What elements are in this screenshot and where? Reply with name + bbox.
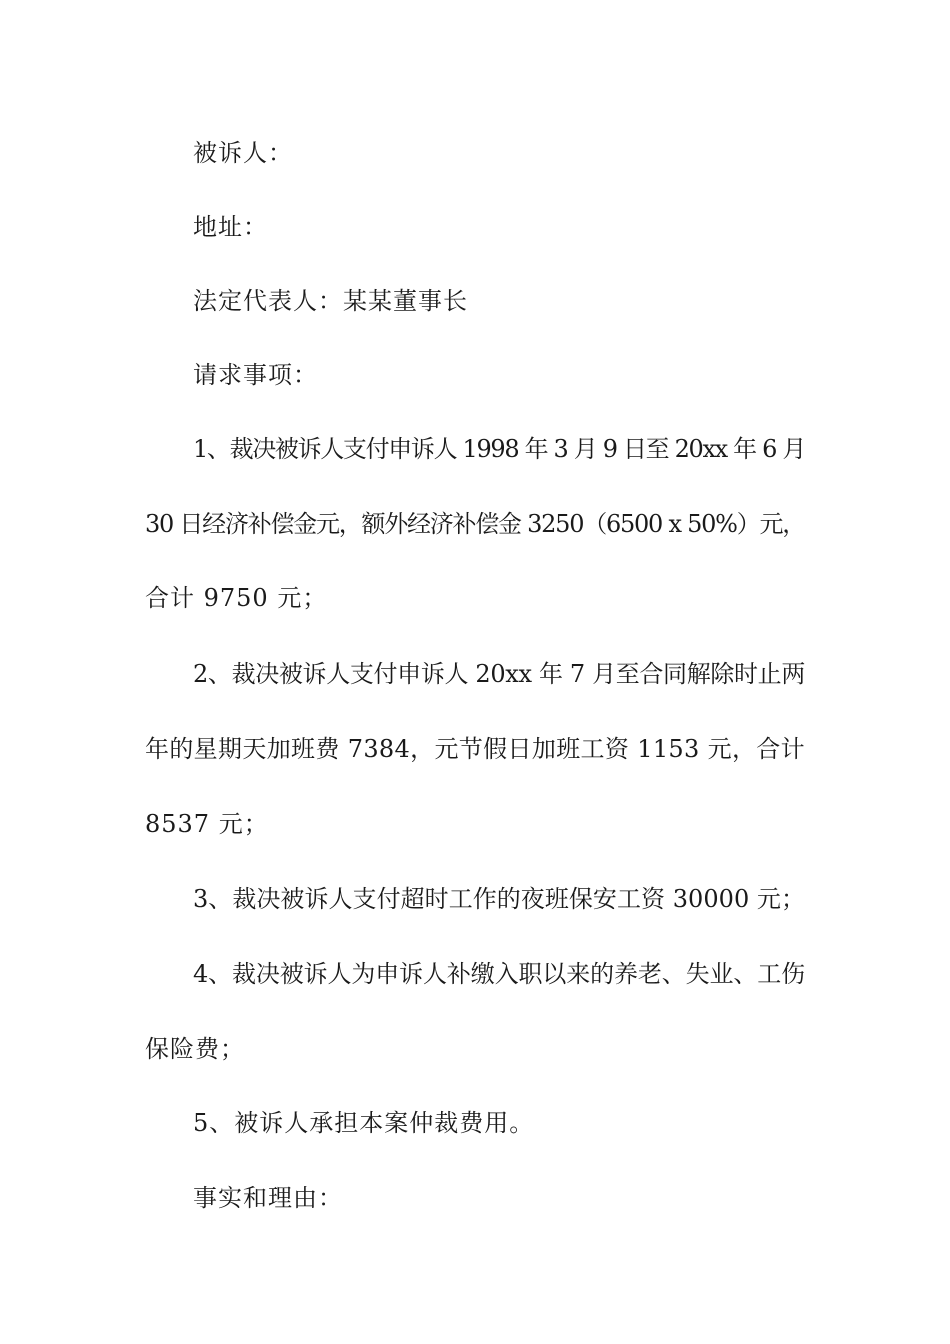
request-item-4-line-2: 保险费； (145, 1035, 245, 1063)
request-item-2-line-1: 2、裁决被诉人支付申诉人 20xx 年 7 月至合同解除时止两 (193, 660, 805, 688)
request-item-1-line-3: 合计 9750 元； (145, 584, 328, 612)
request-item-5-line-1: 5、被诉人承担本案仲裁费用。 (193, 1109, 535, 1137)
request-item-2-line-3: 8537 元； (145, 810, 269, 838)
request-item-3-line-1: 3、裁决被诉人支付超时工作的夜班保安工资 30000 元； (193, 885, 805, 913)
request-item-4-line-1: 4、裁决被诉人为申诉人补缴入职以来的养老、失业、工伤 (193, 960, 805, 988)
requests-heading: 请求事项： (193, 361, 318, 389)
request-item-1-line-2: 30 日经济补偿金元，额外经济补偿金 3250（6500 x 50%）元， (145, 510, 805, 538)
facts-heading: 事实和理由： (193, 1184, 343, 1212)
request-item-1-line-1: 1、裁决被诉人支付申诉人 1998 年 3 月 9 日至 20xx 年 6 月 (193, 435, 805, 463)
request-item-2-line-2: 年的星期天加班费 7384，元节假日加班工资 1153 元，合计 (145, 735, 805, 763)
legal-representative: 法定代表人：某某董事长 (193, 287, 468, 315)
address-label: 地址： (193, 213, 268, 241)
respondent-label: 被诉人： (193, 139, 293, 167)
